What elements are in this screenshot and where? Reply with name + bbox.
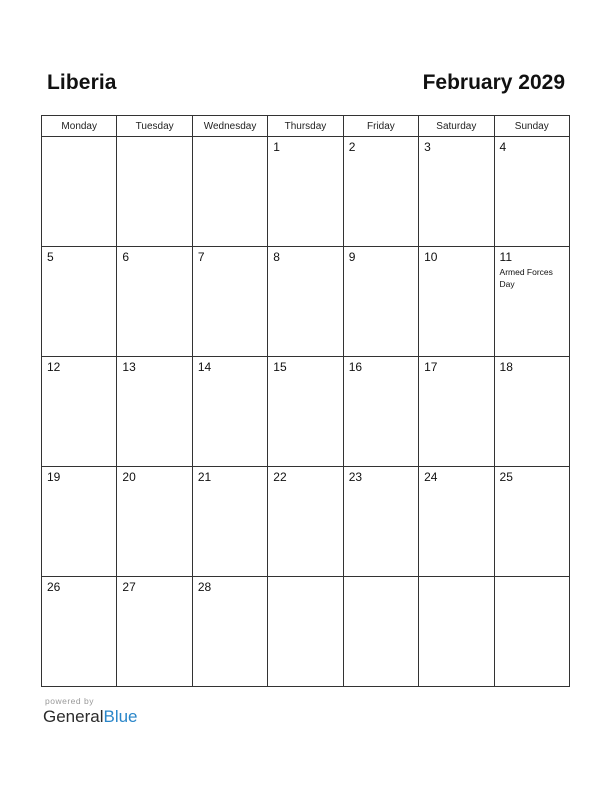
day-cell [268, 137, 343, 247]
weekday-header: Monday [42, 116, 117, 137]
day-cell [117, 247, 192, 357]
day-cell [192, 357, 267, 467]
day-cell [192, 467, 267, 577]
day-number: 28 [197, 580, 212, 594]
footer-branding [43, 696, 138, 727]
day-cell [117, 137, 192, 247]
day-cell [419, 137, 494, 247]
week-row [42, 357, 570, 467]
weekday-header: Wednesday [192, 116, 267, 137]
day-number: 25 [499, 470, 513, 484]
day-cell [192, 137, 267, 247]
day-cell [42, 467, 117, 577]
holiday-label: Armed Forces Day [499, 267, 553, 289]
day-number: 14 [197, 360, 212, 374]
day-cell [117, 577, 192, 687]
day-number: 19 [47, 470, 61, 484]
day-number: 22 [273, 470, 287, 484]
day-cell [494, 467, 569, 577]
day-cell [268, 577, 343, 687]
week-row [42, 467, 570, 577]
day-cell [192, 577, 267, 687]
day-number: 20 [122, 470, 136, 484]
day-cell [343, 137, 418, 247]
day-cell [268, 467, 343, 577]
day-cell [343, 467, 418, 577]
day-number: 27 [122, 580, 136, 594]
country-title: Liberia [47, 71, 117, 94]
day-cell [343, 247, 418, 357]
day-number: 21 [197, 470, 212, 484]
day-cell [494, 247, 569, 357]
day-number [268, 577, 342, 581]
day-number: 7 [197, 250, 205, 264]
powered-by-label: powered by [45, 696, 94, 706]
calendar-grid [41, 115, 570, 687]
day-number [193, 137, 267, 141]
day-number: 23 [348, 470, 363, 484]
day-cell [42, 137, 117, 247]
day-cell [117, 467, 192, 577]
day-cell [42, 247, 117, 357]
weekday-header: Sunday [494, 116, 569, 137]
day-number: 10 [424, 250, 438, 264]
day-cell [494, 137, 569, 247]
day-cell [419, 467, 494, 577]
week-row [42, 137, 570, 247]
day-number [495, 577, 569, 581]
day-number: 17 [424, 360, 438, 374]
week-row [42, 577, 570, 687]
day-cell [419, 247, 494, 357]
brand-blue-text: Blue [103, 707, 138, 726]
day-number [344, 577, 418, 581]
day-number: 5 [47, 250, 54, 264]
weekday-header: Saturday [419, 116, 494, 137]
weekday-header: Friday [343, 116, 418, 137]
day-cell [343, 357, 418, 467]
day-number [42, 137, 116, 141]
day-number: 3 [424, 140, 431, 154]
day-cell [268, 357, 343, 467]
day-cell [494, 577, 569, 687]
day-cell [117, 357, 192, 467]
weekday-header: Tuesday [117, 116, 192, 137]
weekday-header: Thursday [268, 116, 343, 137]
day-cell [343, 577, 418, 687]
day-cell [268, 247, 343, 357]
weekday-header-row [42, 116, 570, 137]
day-number: 11 [499, 250, 512, 264]
day-cell [419, 357, 494, 467]
day-number: 15 [273, 360, 287, 374]
brand-general-text: General [43, 707, 104, 726]
day-cell [42, 357, 117, 467]
day-number: 8 [273, 250, 280, 264]
day-number: 2 [348, 140, 356, 154]
month-year-title: February 2029 [422, 71, 565, 94]
day-number: 26 [47, 580, 61, 594]
day-cell [494, 357, 569, 467]
generalblue-logo[interactable] [43, 707, 138, 727]
day-number: 6 [122, 250, 130, 264]
day-number: 4 [499, 140, 507, 154]
day-number [117, 137, 191, 141]
day-number: 13 [122, 360, 136, 374]
week-row [42, 247, 570, 357]
day-number: 12 [47, 360, 61, 374]
day-number: 1 [273, 140, 280, 154]
day-number: 16 [348, 360, 363, 374]
day-number: 9 [348, 250, 356, 264]
day-number: 24 [424, 470, 438, 484]
day-number: 18 [499, 360, 513, 374]
day-number [419, 577, 493, 581]
day-cell [419, 577, 494, 687]
day-cell [42, 577, 117, 687]
day-cell [192, 247, 267, 357]
